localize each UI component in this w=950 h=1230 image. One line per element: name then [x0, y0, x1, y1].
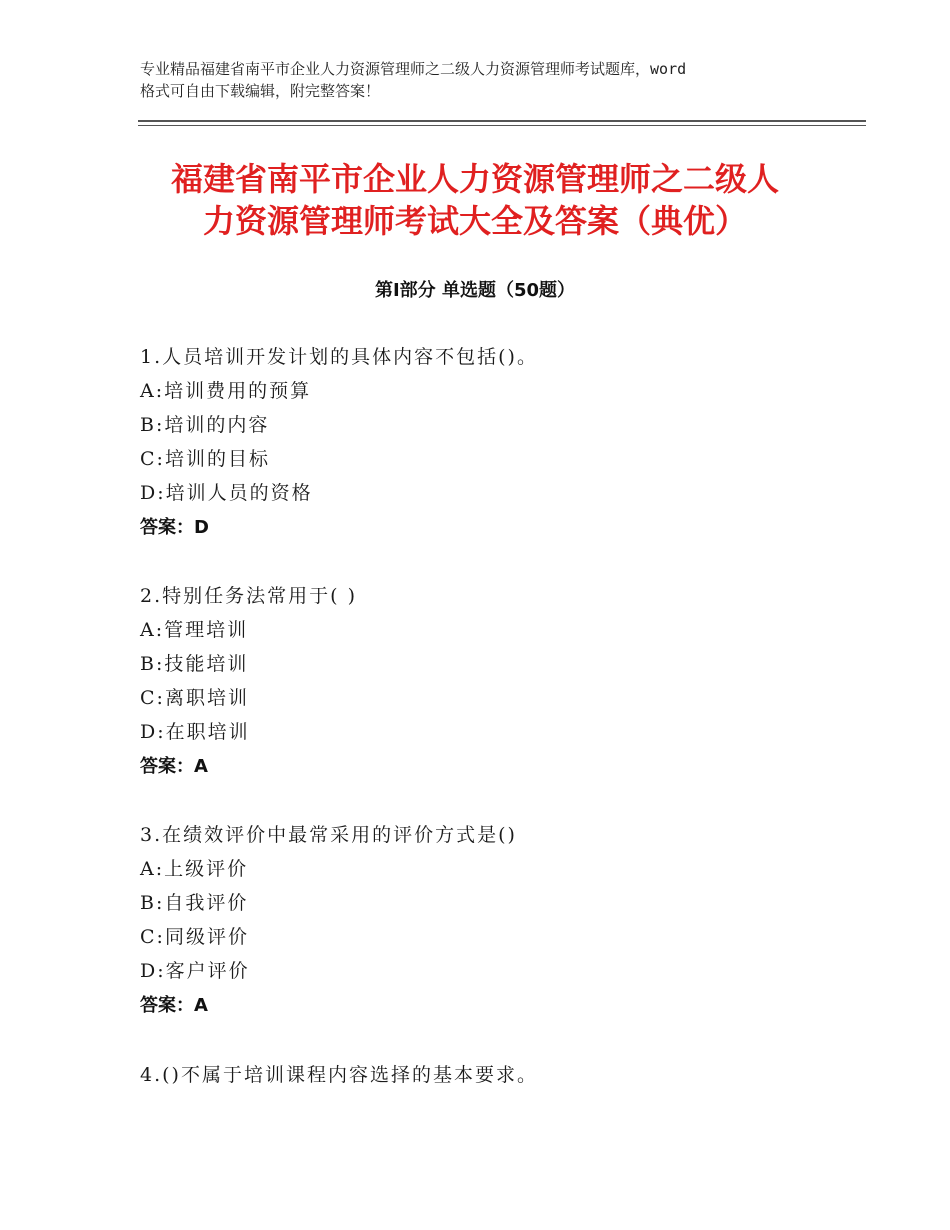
question-3-stem: 3.在绩效评价中最常采用的评价方式是() — [140, 824, 517, 846]
question-2-option-a: A:管理培训 — [140, 619, 249, 641]
question-4-stem: 4.()不属于培训课程内容选择的基本要求。 — [140, 1064, 538, 1086]
title-line-1: 福建省南平市企业人力资源管理师之二级人 — [170, 160, 779, 198]
question-2-option-c: C:离职培训 — [140, 687, 249, 709]
question-3-option-d: D:客户评价 — [140, 960, 250, 982]
question-2-stem: 2.特别任务法常用于( ) — [140, 585, 357, 607]
question-3-option-c: C:同级评价 — [140, 926, 249, 948]
question-3-option-b: B:自我评价 — [140, 892, 249, 914]
section-heading: 第Ⅰ部分 单选题（50题） — [374, 280, 575, 301]
question-1-option-a: A:培训费用的预算 — [140, 380, 312, 402]
question-1-option-b: B:培训的内容 — [140, 414, 270, 436]
title-line-2: 力资源管理师考试大全及答案（典优） — [202, 202, 747, 240]
question-3-answer: 答案：A — [140, 995, 208, 1016]
question-1-option-c: C:培训的目标 — [140, 448, 270, 470]
header-rule-thick — [138, 120, 866, 122]
question-2-option-d: D:在职培训 — [140, 721, 250, 743]
header-note-line-1: 专业精品福建省南平市企业人力资源管理师之二级人力资源管理师考试题库，word — [140, 60, 687, 78]
question-1-answer: 答案：D — [140, 517, 209, 538]
question-3-option-a: A:上级评价 — [140, 858, 249, 880]
question-1-option-d: D:培训人员的资格 — [140, 482, 313, 504]
header-rule-thin — [138, 125, 866, 126]
header-note-line-2: 格式可自由下载编辑，附完整答案！ — [140, 82, 381, 100]
document-title — [110, 158, 840, 242]
header-note — [140, 58, 830, 102]
question-2-answer: 答案：A — [140, 756, 208, 777]
question-2-option-b: B:技能培训 — [140, 653, 249, 675]
question-1-stem: 1.人员培训开发计划的具体内容不包括()。 — [140, 346, 538, 368]
